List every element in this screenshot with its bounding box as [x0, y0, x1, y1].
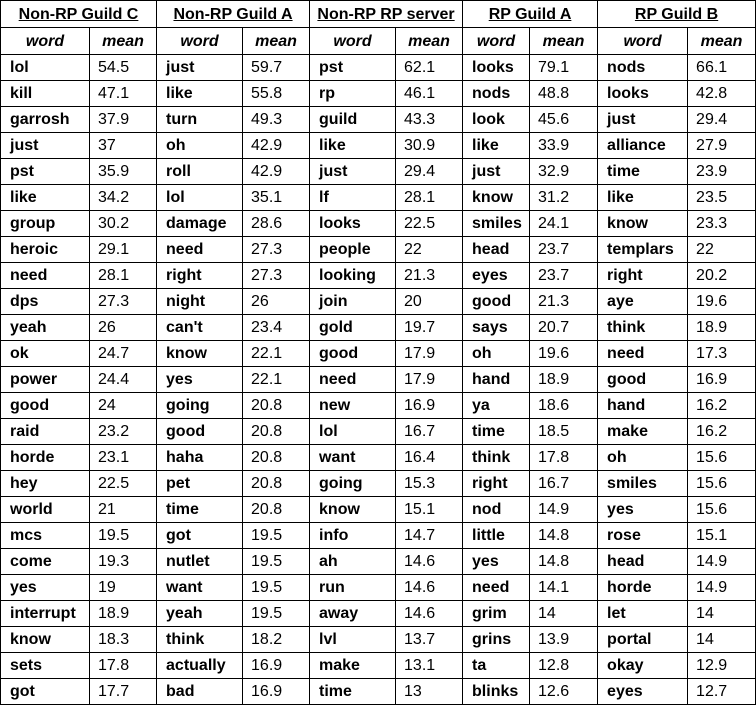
word-cell: horde [1, 445, 90, 471]
mean-cell: 19.6 [530, 341, 598, 367]
table-row [1, 159, 756, 185]
table-row [1, 289, 756, 315]
mean-cell: 49.3 [243, 107, 310, 133]
mean-cell: 18.9 [688, 315, 756, 341]
word-cell: says [463, 315, 530, 341]
word-cell: ok [1, 341, 90, 367]
mean-cell: 15.1 [396, 497, 463, 523]
word-cell: haha [157, 445, 243, 471]
mean-cell: 15.6 [688, 445, 756, 471]
word-cell: pst [310, 55, 396, 81]
word-cell: good [1, 393, 90, 419]
word-cell: good [157, 419, 243, 445]
word-cell: mcs [1, 523, 90, 549]
word-cell: good [598, 367, 688, 393]
word-cell: time [157, 497, 243, 523]
mean-cell: 17.9 [396, 341, 463, 367]
mean-cell: 20.7 [530, 315, 598, 341]
mean-cell: 21.3 [396, 263, 463, 289]
mean-cell: 22.5 [90, 471, 157, 497]
mean-cell: 13 [396, 679, 463, 705]
word-cell: join [310, 289, 396, 315]
word-cell: actually [157, 653, 243, 679]
word-cell: bad [157, 679, 243, 705]
mean-cell: 14 [688, 627, 756, 653]
mean-cell: 26 [90, 315, 157, 341]
mean-cell: 28.1 [396, 185, 463, 211]
mean-cell: 22.1 [243, 341, 310, 367]
word-cell: interrupt [1, 601, 90, 627]
table-row [1, 237, 756, 263]
mean-cell: 16.2 [688, 393, 756, 419]
table-row [1, 133, 756, 159]
mean-cell: 30.2 [90, 211, 157, 237]
word-cell: going [310, 471, 396, 497]
word-cell: oh [463, 341, 530, 367]
word-cell: yes [157, 367, 243, 393]
mean-cell: 37.9 [90, 107, 157, 133]
word-cell: looks [598, 81, 688, 107]
word-cell: head [598, 549, 688, 575]
mean-cell: 12.9 [688, 653, 756, 679]
word-cell: hand [463, 367, 530, 393]
word-cell: lol [1, 55, 90, 81]
mean-cell: 17.8 [530, 445, 598, 471]
mean-cell: 19.3 [90, 549, 157, 575]
mean-cell: 12.6 [530, 679, 598, 705]
mean-cell: 35.1 [243, 185, 310, 211]
mean-cell: 27.3 [243, 263, 310, 289]
word-cell: grim [463, 601, 530, 627]
word-cell: smiles [463, 211, 530, 237]
word-cell: pst [1, 159, 90, 185]
table-row [1, 601, 756, 627]
mean-cell: 18.2 [243, 627, 310, 653]
word-cell: oh [157, 133, 243, 159]
word-cell: looks [310, 211, 396, 237]
word-cell: turn [157, 107, 243, 133]
mean-cell: 12.7 [688, 679, 756, 705]
word-cell: lf [310, 185, 396, 211]
table-row [1, 55, 756, 81]
mean-cell: 16.9 [243, 653, 310, 679]
mean-cell: 13.7 [396, 627, 463, 653]
word-column-header: word [463, 28, 530, 55]
word-cell: hand [598, 393, 688, 419]
mean-cell: 18.9 [530, 367, 598, 393]
word-cell: power [1, 367, 90, 393]
mean-cell: 45.6 [530, 107, 598, 133]
word-cell: lvl [310, 627, 396, 653]
table-row [1, 341, 756, 367]
mean-cell: 19.5 [243, 601, 310, 627]
mean-cell: 23.9 [688, 159, 756, 185]
word-cell: kill [1, 81, 90, 107]
mean-column-header: mean [90, 28, 157, 55]
word-cell: heroic [1, 237, 90, 263]
mean-cell: 79.1 [530, 55, 598, 81]
word-cell: make [310, 653, 396, 679]
word-cell: think [463, 445, 530, 471]
table-row [1, 185, 756, 211]
mean-column-header: mean [396, 28, 463, 55]
mean-cell: 62.1 [396, 55, 463, 81]
word-cell: need [310, 367, 396, 393]
word-cell: ta [463, 653, 530, 679]
word-cell: blinks [463, 679, 530, 705]
word-cell: eyes [463, 263, 530, 289]
word-cell: run [310, 575, 396, 601]
mean-cell: 28.1 [90, 263, 157, 289]
table-row [1, 445, 756, 471]
mean-cell: 29.1 [90, 237, 157, 263]
mean-cell: 23.7 [530, 263, 598, 289]
mean-cell: 14.9 [688, 575, 756, 601]
table-row [1, 107, 756, 133]
column-header-row [1, 28, 756, 55]
mean-cell: 18.5 [530, 419, 598, 445]
mean-cell: 18.3 [90, 627, 157, 653]
word-cell: yeah [157, 601, 243, 627]
mean-cell: 48.8 [530, 81, 598, 107]
word-cell: eyes [598, 679, 688, 705]
mean-cell: 29.4 [688, 107, 756, 133]
mean-cell: 14.9 [530, 497, 598, 523]
table-row [1, 263, 756, 289]
mean-cell: 15.6 [688, 471, 756, 497]
word-cell: let [598, 601, 688, 627]
word-column-header: word [1, 28, 90, 55]
mean-cell: 42.9 [243, 159, 310, 185]
word-cell: just [463, 159, 530, 185]
word-cell: sets [1, 653, 90, 679]
word-column-header: word [157, 28, 243, 55]
word-cell: grins [463, 627, 530, 653]
word-cell: just [310, 159, 396, 185]
mean-cell: 30.9 [396, 133, 463, 159]
group-header: Non-RP RP server [310, 1, 463, 28]
mean-cell: 27.3 [90, 289, 157, 315]
mean-cell: 15.3 [396, 471, 463, 497]
mean-cell: 14.9 [688, 549, 756, 575]
word-cell: rose [598, 523, 688, 549]
mean-cell: 24 [90, 393, 157, 419]
word-cell: good [310, 341, 396, 367]
mean-cell: 16.7 [396, 419, 463, 445]
word-cell: head [463, 237, 530, 263]
word-cell: raid [1, 419, 90, 445]
mean-cell: 26 [243, 289, 310, 315]
table-row [1, 679, 756, 705]
mean-cell: 47.1 [90, 81, 157, 107]
word-cell: nods [463, 81, 530, 107]
word-cell: like [310, 133, 396, 159]
mean-cell: 23.3 [688, 211, 756, 237]
mean-cell: 19.5 [243, 523, 310, 549]
mean-cell: 15.1 [688, 523, 756, 549]
word-cell: know [463, 185, 530, 211]
mean-cell: 22 [396, 237, 463, 263]
word-cell: come [1, 549, 90, 575]
word-cell: portal [598, 627, 688, 653]
mean-cell: 18.9 [90, 601, 157, 627]
table-row [1, 575, 756, 601]
mean-cell: 46.1 [396, 81, 463, 107]
word-cell: night [157, 289, 243, 315]
word-cell: horde [598, 575, 688, 601]
mean-cell: 16.4 [396, 445, 463, 471]
word-cell: group [1, 211, 90, 237]
word-cell: can't [157, 315, 243, 341]
mean-cell: 14 [530, 601, 598, 627]
word-cell: okay [598, 653, 688, 679]
word-cell: oh [598, 445, 688, 471]
mean-cell: 14 [688, 601, 756, 627]
group-header-row [1, 1, 756, 28]
word-cell: know [1, 627, 90, 653]
word-cell: like [598, 185, 688, 211]
word-cell: time [598, 159, 688, 185]
word-cell: info [310, 523, 396, 549]
mean-cell: 16.9 [243, 679, 310, 705]
word-cell: hey [1, 471, 90, 497]
mean-cell: 20.2 [688, 263, 756, 289]
word-cell: got [1, 679, 90, 705]
group-header: RP Guild B [598, 1, 756, 28]
mean-cell: 17.8 [90, 653, 157, 679]
mean-cell: 16.2 [688, 419, 756, 445]
word-column-header: word [310, 28, 396, 55]
mean-cell: 24.4 [90, 367, 157, 393]
mean-cell: 14.6 [396, 549, 463, 575]
mean-cell: 14.8 [530, 523, 598, 549]
word-cell: nod [463, 497, 530, 523]
mean-cell: 24.7 [90, 341, 157, 367]
mean-cell: 21 [90, 497, 157, 523]
word-cell: people [310, 237, 396, 263]
word-cell: looking [310, 263, 396, 289]
mean-cell: 20.8 [243, 497, 310, 523]
mean-cell: 16.9 [688, 367, 756, 393]
word-cell: just [1, 133, 90, 159]
mean-cell: 14.1 [530, 575, 598, 601]
mean-cell: 28.6 [243, 211, 310, 237]
group-header: Non-RP Guild C [1, 1, 157, 28]
mean-cell: 33.9 [530, 133, 598, 159]
mean-cell: 18.6 [530, 393, 598, 419]
word-cell: going [157, 393, 243, 419]
word-cell: dps [1, 289, 90, 315]
mean-cell: 20.8 [243, 419, 310, 445]
group-header: Non-RP Guild A [157, 1, 310, 28]
table-row [1, 211, 756, 237]
mean-cell: 14.7 [396, 523, 463, 549]
word-cell: think [598, 315, 688, 341]
word-cell: alliance [598, 133, 688, 159]
mean-cell: 17.9 [396, 367, 463, 393]
mean-cell: 22.1 [243, 367, 310, 393]
table-body [1, 55, 756, 705]
mean-cell: 20.8 [243, 471, 310, 497]
mean-cell: 23.4 [243, 315, 310, 341]
word-cell: got [157, 523, 243, 549]
word-cell: garrosh [1, 107, 90, 133]
mean-cell: 27.9 [688, 133, 756, 159]
word-cell: roll [157, 159, 243, 185]
word-cell: need [1, 263, 90, 289]
word-cell: yes [598, 497, 688, 523]
word-cell: make [598, 419, 688, 445]
mean-cell: 15.6 [688, 497, 756, 523]
table-row [1, 549, 756, 575]
mean-cell: 12.8 [530, 653, 598, 679]
mean-cell: 17.3 [688, 341, 756, 367]
mean-cell: 22 [688, 237, 756, 263]
table-row [1, 497, 756, 523]
mean-cell: 20 [396, 289, 463, 315]
table-row [1, 315, 756, 341]
word-cell: nods [598, 55, 688, 81]
word-cell: little [463, 523, 530, 549]
mean-cell: 66.1 [688, 55, 756, 81]
mean-cell: 13.9 [530, 627, 598, 653]
word-cell: lol [157, 185, 243, 211]
mean-cell: 54.5 [90, 55, 157, 81]
word-cell: look [463, 107, 530, 133]
mean-cell: 37 [90, 133, 157, 159]
mean-cell: 19.5 [243, 549, 310, 575]
word-cell: time [310, 679, 396, 705]
word-cell: need [157, 237, 243, 263]
group-header: RP Guild A [463, 1, 598, 28]
mean-cell: 43.3 [396, 107, 463, 133]
mean-cell: 19.5 [90, 523, 157, 549]
word-cell: just [598, 107, 688, 133]
mean-cell: 23.5 [688, 185, 756, 211]
mean-cell: 23.7 [530, 237, 598, 263]
mean-cell: 19.5 [243, 575, 310, 601]
word-cell: want [310, 445, 396, 471]
word-cell: ya [463, 393, 530, 419]
word-cell: like [463, 133, 530, 159]
word-cell: nutlet [157, 549, 243, 575]
mean-cell: 20.8 [243, 393, 310, 419]
word-cell: rp [310, 81, 396, 107]
word-cell: like [1, 185, 90, 211]
table-row [1, 81, 756, 107]
table-row [1, 393, 756, 419]
table-row [1, 367, 756, 393]
word-cell: right [157, 263, 243, 289]
word-cell: need [598, 341, 688, 367]
mean-cell: 29.4 [396, 159, 463, 185]
mean-cell: 16.7 [530, 471, 598, 497]
mean-cell: 42.9 [243, 133, 310, 159]
word-cell: damage [157, 211, 243, 237]
mean-cell: 34.2 [90, 185, 157, 211]
word-cell: yeah [1, 315, 90, 341]
mean-cell: 35.9 [90, 159, 157, 185]
mean-cell: 21.3 [530, 289, 598, 315]
word-cell: yes [463, 549, 530, 575]
mean-cell: 16.9 [396, 393, 463, 419]
table-row [1, 523, 756, 549]
mean-cell: 22.5 [396, 211, 463, 237]
word-cell: like [157, 81, 243, 107]
word-cell: world [1, 497, 90, 523]
word-cell: want [157, 575, 243, 601]
mean-cell: 23.1 [90, 445, 157, 471]
table-row [1, 471, 756, 497]
word-column-header: word [598, 28, 688, 55]
mean-cell: 27.3 [243, 237, 310, 263]
mean-cell: 13.1 [396, 653, 463, 679]
mean-column-header: mean [530, 28, 598, 55]
mean-cell: 42.8 [688, 81, 756, 107]
word-cell: know [157, 341, 243, 367]
word-cell: time [463, 419, 530, 445]
mean-cell: 24.1 [530, 211, 598, 237]
word-cell: aye [598, 289, 688, 315]
mean-cell: 14.6 [396, 575, 463, 601]
word-cell: smiles [598, 471, 688, 497]
word-cell: yes [1, 575, 90, 601]
word-cell: good [463, 289, 530, 315]
word-cell: guild [310, 107, 396, 133]
mean-cell: 19 [90, 575, 157, 601]
word-cell: gold [310, 315, 396, 341]
word-cell: know [598, 211, 688, 237]
mean-cell: 23.2 [90, 419, 157, 445]
mean-column-header: mean [688, 28, 756, 55]
word-cell: need [463, 575, 530, 601]
mean-cell: 20.8 [243, 445, 310, 471]
mean-cell: 59.7 [243, 55, 310, 81]
word-cell: right [598, 263, 688, 289]
mean-column-header: mean [243, 28, 310, 55]
mean-cell: 17.7 [90, 679, 157, 705]
word-cell: new [310, 393, 396, 419]
word-cell: think [157, 627, 243, 653]
mean-cell: 31.2 [530, 185, 598, 211]
word-cell: just [157, 55, 243, 81]
word-cell: templars [598, 237, 688, 263]
mean-cell: 14.8 [530, 549, 598, 575]
mean-cell: 19.7 [396, 315, 463, 341]
word-cell: pet [157, 471, 243, 497]
word-cell: lol [310, 419, 396, 445]
word-cell: right [463, 471, 530, 497]
table-row [1, 653, 756, 679]
table-row [1, 419, 756, 445]
word-cell: know [310, 497, 396, 523]
mean-cell: 55.8 [243, 81, 310, 107]
word-cell: looks [463, 55, 530, 81]
table-row [1, 627, 756, 653]
word-cell: ah [310, 549, 396, 575]
word-cell: away [310, 601, 396, 627]
mean-cell: 19.6 [688, 289, 756, 315]
mean-cell: 14.6 [396, 601, 463, 627]
mean-cell: 32.9 [530, 159, 598, 185]
